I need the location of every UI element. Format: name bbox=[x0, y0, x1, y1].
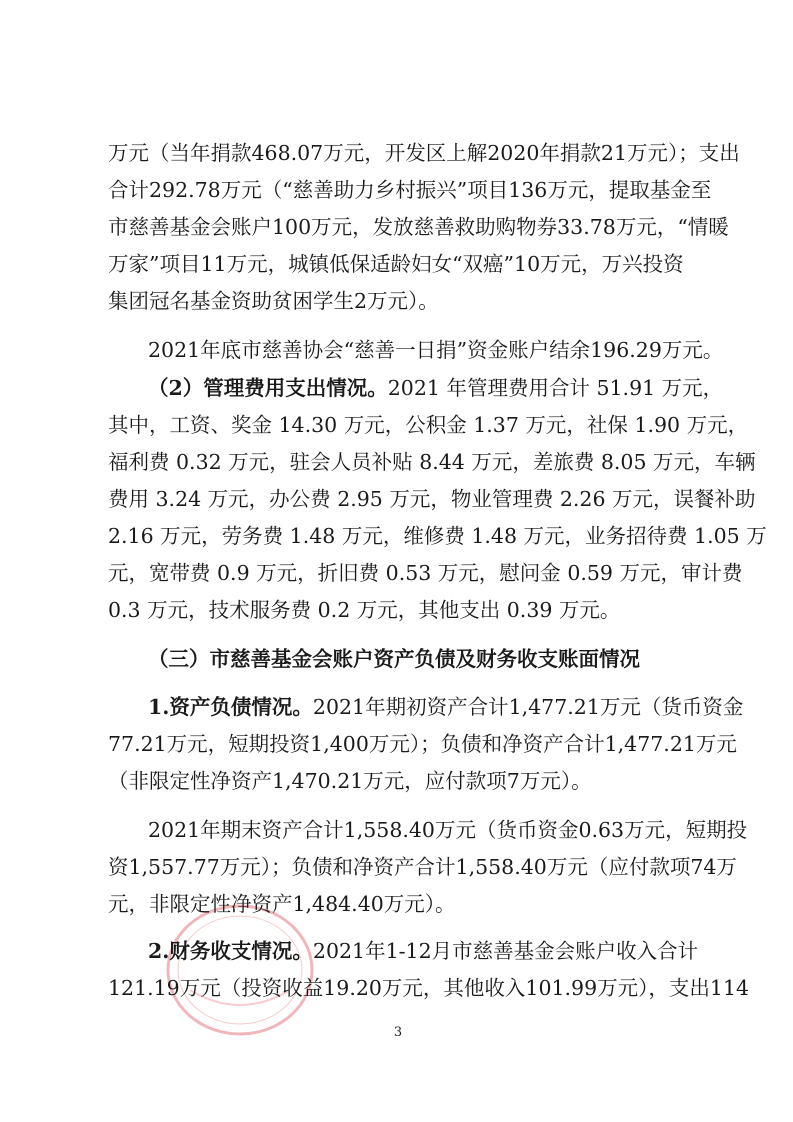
section-heading: （2）管理费用支出情况。 bbox=[148, 376, 388, 400]
paragraph-line: （非限定性净资产1,470.21万元，应付款项7万元）。 bbox=[108, 769, 592, 793]
section-heading: 2.财务收支情况。 bbox=[148, 939, 313, 963]
paragraph-line: 万元（当年捐款468.07万元，开发区上解2020年捐款21万元）；支出 bbox=[108, 141, 740, 165]
paragraph-line: 资1,557.77万元）；负债和净资产合计1,558.40万元（应付款项74万 bbox=[108, 855, 737, 879]
paragraph-line: 0.3 万元，技术服务费 0.2 万元，其他支出 0.39 万元。 bbox=[108, 598, 621, 622]
page-number: 3 bbox=[393, 1025, 403, 1040]
section-heading-line: 1.资产负债情况。2021年期初资产合计1,477.21万元（货币资金 bbox=[148, 695, 744, 719]
paragraph-line: 市慈善基金会账户100万元，发放慈善救助购物券33.78万元，“情暖 bbox=[108, 215, 729, 239]
paragraph-line: 2021年期末资产合计1,558.40万元（货币资金0.63万元，短期投 bbox=[148, 818, 748, 842]
paragraph-line: 其中，工资、奖金 14.30 万元，公积金 1.37 万元，社保 1.90 万元， bbox=[108, 413, 749, 437]
section-heading: 1.资产负债情况。 bbox=[148, 695, 313, 719]
paragraph-line: 元，宽带费 0.9 万元，折旧费 0.53 万元，慰问金 0.59 万元，审计费 bbox=[108, 561, 743, 585]
paragraph-line: 121.19万元（投资收益19.20万元，其他收入101.99万元），支出114 bbox=[108, 976, 750, 1000]
section-heading-line: 2.财务收支情况。2021年1-12月市慈善基金会账户收入合计 bbox=[148, 939, 699, 963]
official-seal-icon bbox=[160, 900, 320, 1040]
paragraph-line: 费用 3.24 万元，办公费 2.95 万元，物业管理费 2.26 万元，误餐补助 bbox=[108, 487, 756, 511]
section-heading: （三）市慈善基金会账户资产负债及财务收支账面情况 bbox=[148, 647, 640, 671]
paragraph-line: 2.16 万元，劳务费 1.48 万元，维修费 1.48 万元，业务招待费 1.05 万 bbox=[108, 524, 767, 548]
paragraph-line: 元，非限定性净资产1,484.40万元）。 bbox=[108, 892, 456, 916]
paragraph-line: 福利费 0.32 万元，驻会人员补贴 8.44 万元，差旅费 8.05 万元，车辆 bbox=[108, 450, 756, 474]
paragraph-line: 万家”项目11万元，城镇低保适龄妇女“双癌”10万元，万兴投资 bbox=[108, 252, 684, 276]
section-heading-line: （2）管理费用支出情况。2021 年管理费用合计 51.91 万元， bbox=[148, 376, 724, 400]
paragraph-line: 合计292.78万元（“慈善助力乡村振兴”项目136万元，提取基金至 bbox=[108, 178, 712, 202]
paragraph-line: 77.21万元，短期投资1,400万元）；负债和净资产合计1,477.21万元 bbox=[108, 732, 737, 756]
paragraph-line: 集团冠名基金资助贫困学生2万元）。 bbox=[108, 289, 439, 313]
paragraph-line: 2021年底市慈善协会“慈善一日捐”资金账户结余196.29万元。 bbox=[148, 338, 724, 362]
